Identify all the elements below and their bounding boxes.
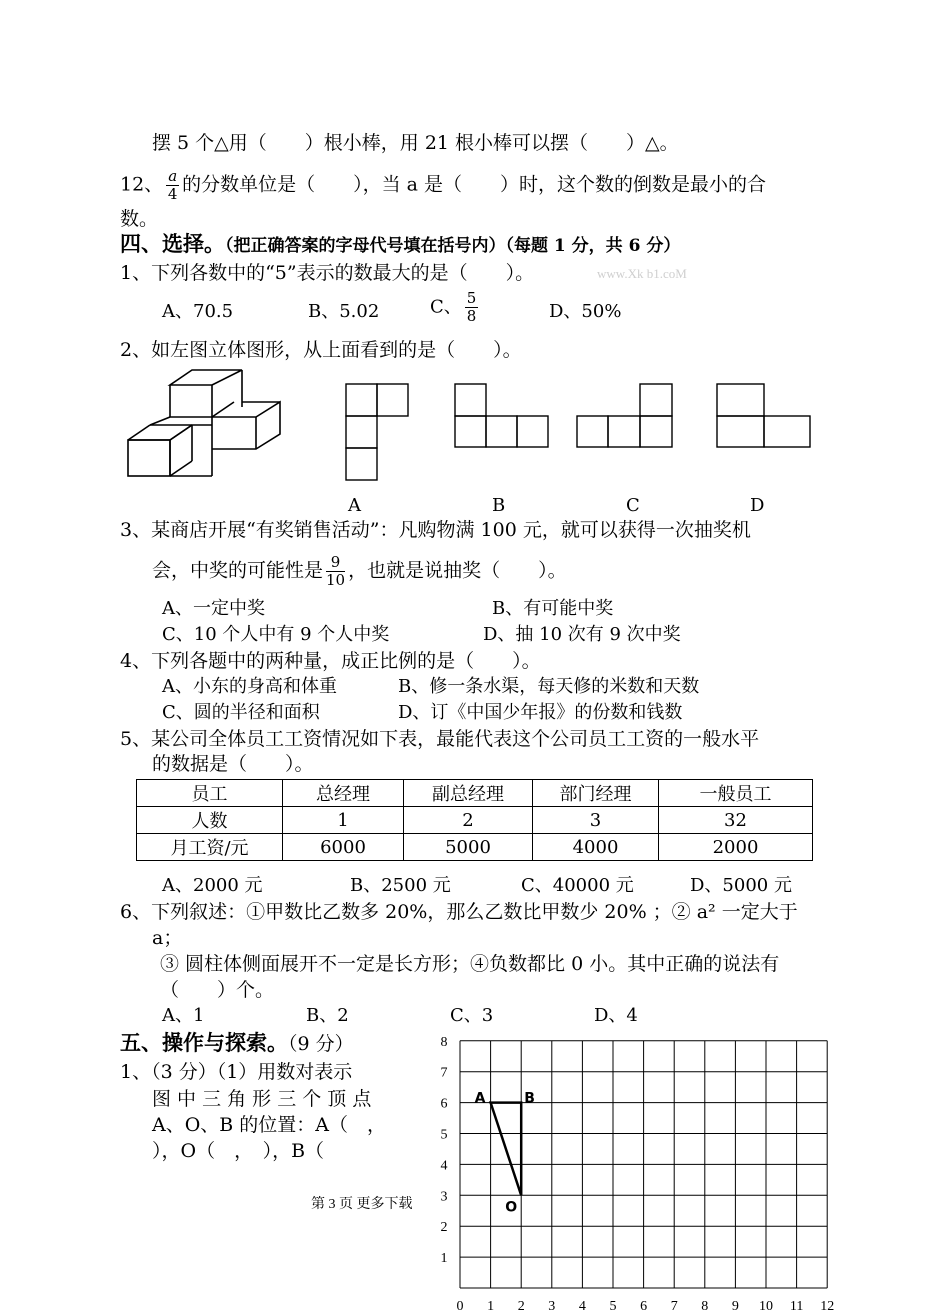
q3-stem: 3、某商店开展“有奖销售活动”：凡购物满 100 元，就可以获得一次抽奖机 xyxy=(120,519,751,541)
q5-cont: 的数据是（ ）。 xyxy=(152,753,314,775)
q5-option-d: D、5000 元 xyxy=(690,875,792,896)
q6-option-a: A、1 xyxy=(162,1005,205,1026)
q3-cont-pre: 会，中奖的可能性是 xyxy=(152,559,324,582)
table-cell: 3 xyxy=(533,807,659,834)
y-tick-label: 2 xyxy=(440,1220,448,1236)
view-label-b: B xyxy=(492,495,506,516)
solid-figure-3d xyxy=(120,362,295,482)
table-cell: 人数 xyxy=(137,807,283,834)
x-tick-label: 8 xyxy=(701,1299,709,1314)
q5-option-c: C、40000 元 xyxy=(521,875,634,896)
q12-fraction xyxy=(166,168,179,203)
y-tick-label: 3 xyxy=(440,1189,448,1205)
x-tick-label: 12 xyxy=(820,1299,835,1314)
section5-line3: A、O、B 的位置：A（ ， xyxy=(152,1114,387,1136)
q4-option-c: C、圆的半径和面积 xyxy=(162,702,320,723)
view-option-a xyxy=(345,383,411,481)
y-tick-label: 7 xyxy=(440,1065,448,1081)
q1-option-c-fraction xyxy=(465,290,479,325)
y-tick-label: 4 xyxy=(440,1158,448,1174)
section5-line2: 图 中 三 角 形 三 个 顶 点 xyxy=(152,1088,372,1110)
x-tick-label: 5 xyxy=(609,1299,617,1314)
table-cell: 2000 xyxy=(659,834,813,861)
x-tick-label: 9 xyxy=(731,1299,739,1314)
q6-line3: ③ 圆柱体侧面展开不一定是长方形；④负数都比 0 小。其中正确的说法有 xyxy=(160,953,780,975)
point-label: B xyxy=(524,1090,535,1107)
table-cell: 月工资/元 xyxy=(137,834,283,861)
q5-option-b: B、2500 元 xyxy=(350,875,451,896)
x-tick-label: 4 xyxy=(578,1299,586,1314)
q6-option-b: B、2 xyxy=(306,1005,349,1026)
x-tick-label: 1 xyxy=(487,1299,495,1314)
y-tick-label: 6 xyxy=(440,1096,448,1112)
section5-line1: 1、（3 分）（1）用数对表示 xyxy=(120,1061,353,1083)
q1-option-c xyxy=(430,290,481,325)
y-tick-label: 1 xyxy=(440,1251,448,1267)
table-cell: 副总经理 xyxy=(404,780,533,807)
q1-option-c-label: C、 xyxy=(430,296,462,318)
wage-table xyxy=(136,779,813,861)
watermark: www.Xk b1.coM xyxy=(597,266,687,281)
q6-stem: 6、下列叙述：①甲数比乙数多 20%，那么乙数比甲数少 20% ；② a² 一定大于 xyxy=(120,901,798,923)
q1-option-d: D、50% xyxy=(549,301,622,322)
table-cell: 总经理 xyxy=(283,780,404,807)
table-cell: 员工 xyxy=(137,780,283,807)
page-footer: 第 3 页 更多下载 xyxy=(311,1197,413,1212)
q4-option-d: D、订《中国少年报》的份数和钱数 xyxy=(398,702,683,723)
q3-option-a: A、一定中奖 xyxy=(162,598,265,619)
section5-header xyxy=(120,1031,354,1056)
q1-option-a: A、70.5 xyxy=(162,301,234,322)
table-cell: 5000 xyxy=(404,834,533,861)
table-cell: 部门经理 xyxy=(533,780,659,807)
x-tick-label: 6 xyxy=(640,1299,648,1314)
point-label: A xyxy=(474,1090,486,1107)
q5-stem: 5、某公司全体员工工资情况如下表，最能代表这个公司员工工资的一般水平 xyxy=(120,728,760,750)
q12-line xyxy=(120,168,766,203)
q3-option-d: D、抽 10 次有 9 次中奖 xyxy=(483,624,681,645)
point-label: O xyxy=(505,1199,518,1216)
triangle-aob xyxy=(491,1103,522,1196)
section5-title: 五、操作与探索。 xyxy=(120,1031,288,1055)
table-cell: 32 xyxy=(659,807,813,834)
section4-title: 四、选择。 xyxy=(120,232,225,256)
section5-line4: ），O（ ， ），B（ xyxy=(152,1140,325,1162)
table-cell: 1 xyxy=(283,807,404,834)
table-row xyxy=(137,780,813,807)
q6-option-c: C、3 xyxy=(450,1005,494,1026)
table-row xyxy=(137,807,813,834)
x-tick-label: 11 xyxy=(789,1299,804,1314)
q4-stem: 4、下列各题中的两种量，成正比例的是（ ）。 xyxy=(120,650,541,672)
table-cell: 4000 xyxy=(533,834,659,861)
view-option-d xyxy=(716,383,812,449)
q6-option-d: D、4 xyxy=(594,1005,638,1026)
section4-header xyxy=(120,232,680,258)
table-cell: 2 xyxy=(404,807,533,834)
view-label-c: C xyxy=(626,495,640,516)
y-tick-label: 5 xyxy=(440,1127,448,1143)
x-tick-label: 0 xyxy=(456,1299,464,1314)
view-label-d: D xyxy=(750,495,765,516)
q1-c-num: 5 xyxy=(466,289,477,307)
q3-option-c: C、10 个人中有 9 个人中奖 xyxy=(162,624,390,645)
q6-line4: （ ）个。 xyxy=(160,979,275,1001)
table-cell: 一般员工 xyxy=(659,780,813,807)
q12-cont: 数。 xyxy=(120,208,159,230)
q12-frac-den: 4 xyxy=(167,185,178,203)
q12-text: 的分数单位是（ ），当 a 是（ ）时，这个数的倒数是最小的合 xyxy=(182,173,767,196)
section5-score: （9 分） xyxy=(288,1033,354,1055)
table-cell: 6000 xyxy=(283,834,404,861)
x-tick-label: 7 xyxy=(670,1299,678,1314)
view-option-c xyxy=(576,383,674,449)
q4-option-a: A、小东的身高和体重 xyxy=(162,676,337,697)
x-tick-label: 10 xyxy=(759,1299,773,1314)
q2-stem: 2、如左图立体图形，从上面看到的是（ ）。 xyxy=(120,339,522,361)
q1-stem: 1、下列各数中的“5”表示的数最大的是（ ）。 xyxy=(120,262,535,284)
q4-option-b: B、修一条水渠，每天修的米数和天数 xyxy=(398,676,700,697)
q5-option-a: A、2000 元 xyxy=(162,875,263,896)
view-option-b xyxy=(454,383,550,449)
y-tick-label: 8 xyxy=(440,1034,448,1050)
q1-c-den: 8 xyxy=(466,307,477,325)
q3-frac-den: 10 xyxy=(326,571,346,589)
q11-tail: 摆 5 个△用（ ）根小棒，用 21 根小棒可以摆（ ）△。 xyxy=(152,132,679,154)
x-tick-label: 2 xyxy=(517,1299,525,1314)
q3-frac-num: 9 xyxy=(326,554,345,572)
q3-fraction xyxy=(326,554,345,589)
x-tick-label: 3 xyxy=(548,1299,556,1314)
q3-option-b: B、有可能中奖 xyxy=(492,598,614,619)
q1-option-b: B、5.02 xyxy=(308,301,380,322)
table-row xyxy=(137,834,813,861)
q12-number: 12、 xyxy=(120,173,164,196)
q6-line2: a； xyxy=(152,927,183,949)
view-label-a: A xyxy=(348,495,361,516)
q12-frac-num: a xyxy=(168,167,178,185)
q3-cont xyxy=(152,554,567,589)
q3-cont-post: ，也就是说抽奖（ ）。 xyxy=(348,559,567,582)
coordinate-grid xyxy=(430,1030,850,1316)
section4-note: （把正确答案的字母代号填在括号内）（每题 1 分，共 6 分） xyxy=(225,236,681,256)
